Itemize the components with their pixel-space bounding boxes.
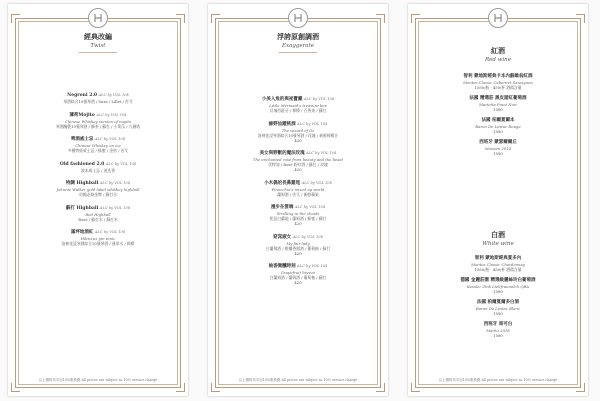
list-item: 漫步在雲端 ALC by VOL 10$ Strolling in the clouds 乾邑白蘭地 / 蘭姆酒 / 蜂蜜 / 蘇打 420: [269, 205, 327, 226]
drink-list: [22, 92, 174, 254]
white-wine-list: [422, 256, 574, 344]
menu-page-exaggerate: [208, 4, 388, 396]
list-item: 小木偶的長鼻雞尾 ALC by VOL 10$ Pinocchio's mixed up world 蘭姆酒 / 苦艾 / 新鮮蘋果: [264, 180, 332, 197]
logo-icon: [488, 8, 508, 28]
list-item: 柚香微醺時刻 ALC by VOL 10$ Grapefruit breeze 白蘭姆酒 / 蘭姆酒 / 葡萄柚 / 蘇打 420: [268, 264, 328, 285]
logo-icon: [288, 8, 308, 28]
list-item: 啤酒威士忌 ALC by VOL 10$ Chinese Whiskey on ice 多種特級威士忌 / 蜂蜜 / 金桔 / 苦艾: [67, 137, 129, 153]
section-subtitle: Red wine: [485, 57, 511, 63]
section-heading: [8, 32, 188, 53]
list-item: 綠野仙蹤桃酒 ALC by VOL 10$ The wizard of Oz 洛神花浸琴酒綜合10號琴酒 / 玫瑰 / 新鮮檸檬汁 420: [257, 121, 339, 143]
list-item: 小美人魚的與祕寶藏 ALC by VOL 10$ Little Mermaid's treasure box 貝瑞西班牙 / 檸檬 / 百香果 / 蘇打: [261, 97, 335, 113]
section-subtitle: Twist: [90, 43, 106, 49]
list-item: 薄荷Mojito ALC by VOL 10$ Chinese Whiskey version of mojito 琴酒醃製10號琴酒 / 綠茶 / 蘇打 / 小黃瓜 / 九層塔: [55, 112, 141, 129]
section-title: 浮誇原創調酒: [277, 32, 319, 41]
service-charge-note: 以上價格均另加10%服務費 All prices are subject to 10% service charge: [438, 378, 558, 382]
white-wine-heading: [408, 230, 588, 247]
list-item: 窈窕淑女 ALC by VOL 10$ My fair lady 白蘭姆酒 / 柑橘香甜酒 / 葡萄柚 / 蘇打 420: [265, 234, 331, 256]
list-item: 特調 Highball ALC by VOL 10$ Johnnie Walker gold label whiskey highball 約翰走路金牌 / 蘇打水: [56, 181, 140, 197]
service-charge-note: 以上價格均另加10%服務費 All prices are subject to 10% service charge: [238, 378, 358, 382]
section-title: 白酒: [491, 230, 505, 239]
list-item: 滿坪地酒紅 ALC by VOL 10$ Hibiscus gin tonic 洛神花浸琴酒綜合10號琴酒 / 通寧水 / 檸檬: [61, 230, 135, 246]
section-subtitle: Exaggerate: [281, 43, 315, 49]
list-item: Negroni 2.0 ALC by VOL 10$ 琴酒綜合10號琴酒 / Suze / Lillet / 苦艾: [63, 93, 133, 104]
list-item: 西班牙 蒙瑟爾爾丘 Monsen 2014 1580: [479, 140, 517, 156]
list-item: 法國 柏爾夏爾本 Baron De Lestac Rouge 1580: [475, 118, 521, 134]
list-item: 法國 精選莊 黑皮諾紅葡萄酒 Marietta Pinot Noir 1580: [469, 96, 527, 112]
menu-page-twist: [8, 4, 188, 396]
list-item: 智利 蒙地斯經典卡本內蘇維翁紅酒 Montes Classic Cabernet Sauvignon 1580/瓶 · 450/杯 酒精含量: [463, 74, 533, 90]
list-item: 智利 蒙地斯經典夏多內 Montes Classic Chardonnay 1580/瓶 · 450/杯 酒精含量: [471, 256, 525, 272]
section-title: 經典改編: [84, 32, 112, 41]
list-item: 西班牙 馬可白 Marko 2018 1580: [483, 322, 513, 338]
drink-list: [222, 96, 374, 293]
list-item: 法國 柏爾夏爾多白酒 Baron De Lestac Blanc 1580: [476, 300, 520, 316]
logo-icon: [88, 8, 108, 28]
list-item: 蘇打 Highball ALC by VOL 10$ Red Highball Rosé / 蘇打水 / 蘇打水: [65, 205, 131, 222]
list-item: Old fashioned 2.0 ALC by VOL 10$ 波本威士忌 / 迷迭香: [59, 161, 137, 173]
section-heading: [208, 32, 388, 53]
list-item: 美女與野獸的魔法玫瑰 ALC by VOL 10$ The enchanted rose from beauty and the beast 伏特加 / Rosé 粉紅酒 / 蘇打 / 玫瑰 420: [252, 151, 344, 172]
service-charge-note: 以上價格均另加10%服務費 All prices are subject to 10% service charge: [38, 378, 158, 382]
section-subtitle: White wine: [482, 241, 514, 247]
red-wine-list: [422, 74, 574, 162]
red-wine-heading: [408, 46, 588, 63]
list-item: 德國 金麗莊園 精選級麗絲玲白葡萄酒 Kessler Zink Liebfraumilch QBA 1580: [460, 278, 536, 294]
section-title: 紅酒: [491, 46, 505, 55]
menu-page-wine: [408, 4, 588, 396]
